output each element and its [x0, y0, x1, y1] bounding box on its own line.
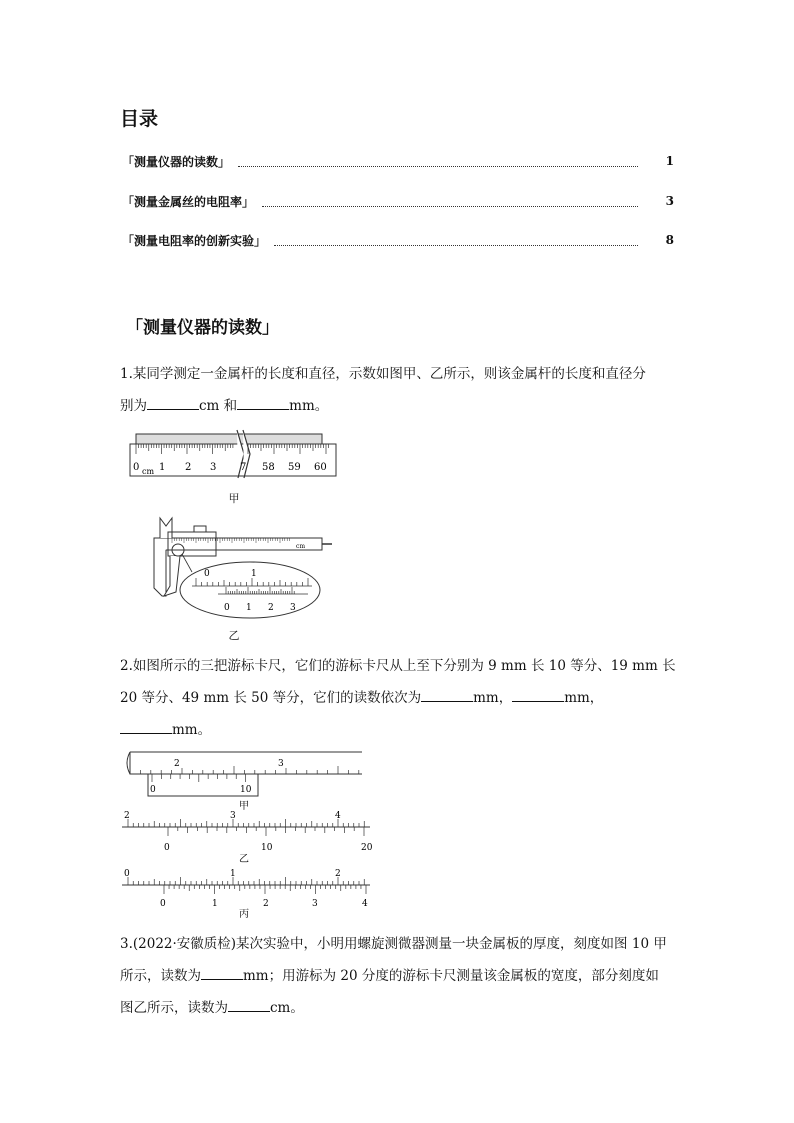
- section-title: 「测量仪器的读数」: [126, 318, 279, 338]
- caliper-figure: [136, 508, 332, 626]
- toc-entry-page: 8: [665, 233, 674, 247]
- ruler-label: 60: [314, 462, 327, 473]
- question-3-prefix: 图乙所示，读数为: [120, 1000, 228, 1016]
- zoom-main-label: 1: [251, 569, 257, 579]
- scale-label: 0: [160, 899, 166, 909]
- question-2-line3: [120, 714, 676, 746]
- figure-caption: 丙: [239, 909, 249, 920]
- question-2: [120, 650, 676, 746]
- toc-entry-label: 「测量金属丝的电阻率」: [122, 194, 255, 209]
- scale-label: 2: [263, 899, 269, 909]
- scale-label: 0: [164, 843, 170, 853]
- ruler-label: 3: [210, 462, 217, 473]
- scale-label: 20: [361, 843, 373, 853]
- toc-leader: [238, 156, 638, 167]
- zoom-vernier-label: 2: [268, 603, 274, 613]
- scale-label: 1: [212, 899, 218, 909]
- scale-label: 1: [230, 869, 236, 879]
- question-1-unit2: mm。: [289, 398, 329, 414]
- toc-entry-page: 3: [665, 194, 674, 208]
- answer-blank[interactable]: [120, 721, 172, 734]
- figure-caption: 甲: [228, 492, 240, 505]
- scale-label: 2: [335, 869, 341, 879]
- question-2-unit: mm。: [172, 722, 212, 738]
- toc-leader: [274, 235, 638, 246]
- rod: [136, 434, 322, 444]
- ruler-unit: cm: [142, 467, 155, 476]
- question-3-line1: 3.(2022·安徽质检)某次实验中，小明用螺旋测微器测量一块金属板的厚度，刻度如图 10 甲: [120, 936, 667, 952]
- toc-leader: [262, 196, 638, 207]
- scale-label: 0: [150, 785, 156, 795]
- question-2-line2: [120, 682, 676, 714]
- answer-blank[interactable]: [512, 689, 564, 702]
- answer-blank[interactable]: [237, 397, 289, 410]
- question-1-line2: [120, 390, 676, 422]
- answer-blank[interactable]: [147, 397, 199, 410]
- question-3-text: mm；用游标为 20 分度的游标卡尺测量该金属板的宽度，部分刻度如: [243, 968, 659, 984]
- answer-blank[interactable]: [228, 999, 270, 1012]
- ruler-label: 1: [159, 462, 166, 473]
- ruler-label: 0: [133, 462, 140, 473]
- zoom-vernier-label: 0: [224, 603, 230, 613]
- caliper-jia-main: [130, 752, 362, 774]
- ruler-label: 59: [288, 462, 301, 473]
- scale-label: 0: [124, 869, 130, 879]
- question-3: [120, 928, 676, 1024]
- question-3-line2: [120, 960, 676, 992]
- toc-title: 目录: [120, 108, 159, 130]
- figure-caption: 乙: [239, 854, 249, 865]
- ruler-label: 58: [262, 462, 275, 473]
- question-3-line3: [120, 992, 676, 1024]
- question-2-unit: mm，: [473, 690, 513, 706]
- scale-label: 10: [240, 785, 252, 795]
- scale-label: 3: [278, 759, 284, 769]
- caliper-unit: cm: [296, 543, 306, 550]
- toc-entry-label: 「测量电阻率的创新实验」: [122, 233, 267, 248]
- scale-label: 10: [261, 843, 273, 853]
- figure-caption: 甲: [239, 801, 249, 812]
- toc-entry[interactable]: [122, 231, 674, 249]
- ruler-figure: [124, 428, 344, 480]
- answer-blank[interactable]: [421, 689, 473, 702]
- ruler-label: 7: [240, 462, 247, 473]
- scale-label: 3: [230, 811, 236, 821]
- question-2-prefix: 20 等分、49 mm 长 50 等分，它们的读数依次为: [120, 690, 422, 706]
- zoom-vernier-label: 3: [290, 603, 296, 613]
- vernier-figures: [118, 746, 380, 920]
- ruler-label: 2: [185, 462, 192, 473]
- question-2-line1: 2.如图所示的三把游标卡尺，它们的游标卡尺从上至下分别为 9 mm 长 10 等分、19 mm 长: [120, 658, 676, 674]
- answer-blank[interactable]: [201, 967, 243, 980]
- question-1-prefix: 别为: [120, 398, 147, 414]
- question-1-line1: 1.某同学测定一金属杆的长度和直径，示数如图甲、乙所示，则该金属杆的长度和直径分: [120, 366, 646, 382]
- scale-label: 4: [362, 899, 368, 909]
- question-1: [120, 358, 676, 422]
- question-3-prefix: 所示，读数为: [120, 968, 201, 984]
- scale-label: 3: [312, 899, 318, 909]
- toc-entry[interactable]: [122, 192, 674, 210]
- scale-label: 2: [124, 811, 130, 821]
- scale-label: 2: [174, 759, 180, 769]
- scale-label: 4: [335, 811, 341, 821]
- question-3-unit: cm。: [270, 1000, 304, 1016]
- toc-entry-page: 1: [665, 154, 674, 168]
- toc-entry[interactable]: [122, 152, 674, 170]
- question-2-unit: mm，: [564, 690, 604, 706]
- zoom-main-label: 0: [204, 569, 210, 579]
- toc-entry-label: 「测量仪器的读数」: [122, 154, 231, 169]
- lock-screw: [194, 526, 206, 532]
- figure-caption: 乙: [228, 629, 240, 642]
- zoom-vernier-label: 1: [246, 603, 252, 613]
- question-1-unit1: cm 和: [199, 398, 238, 414]
